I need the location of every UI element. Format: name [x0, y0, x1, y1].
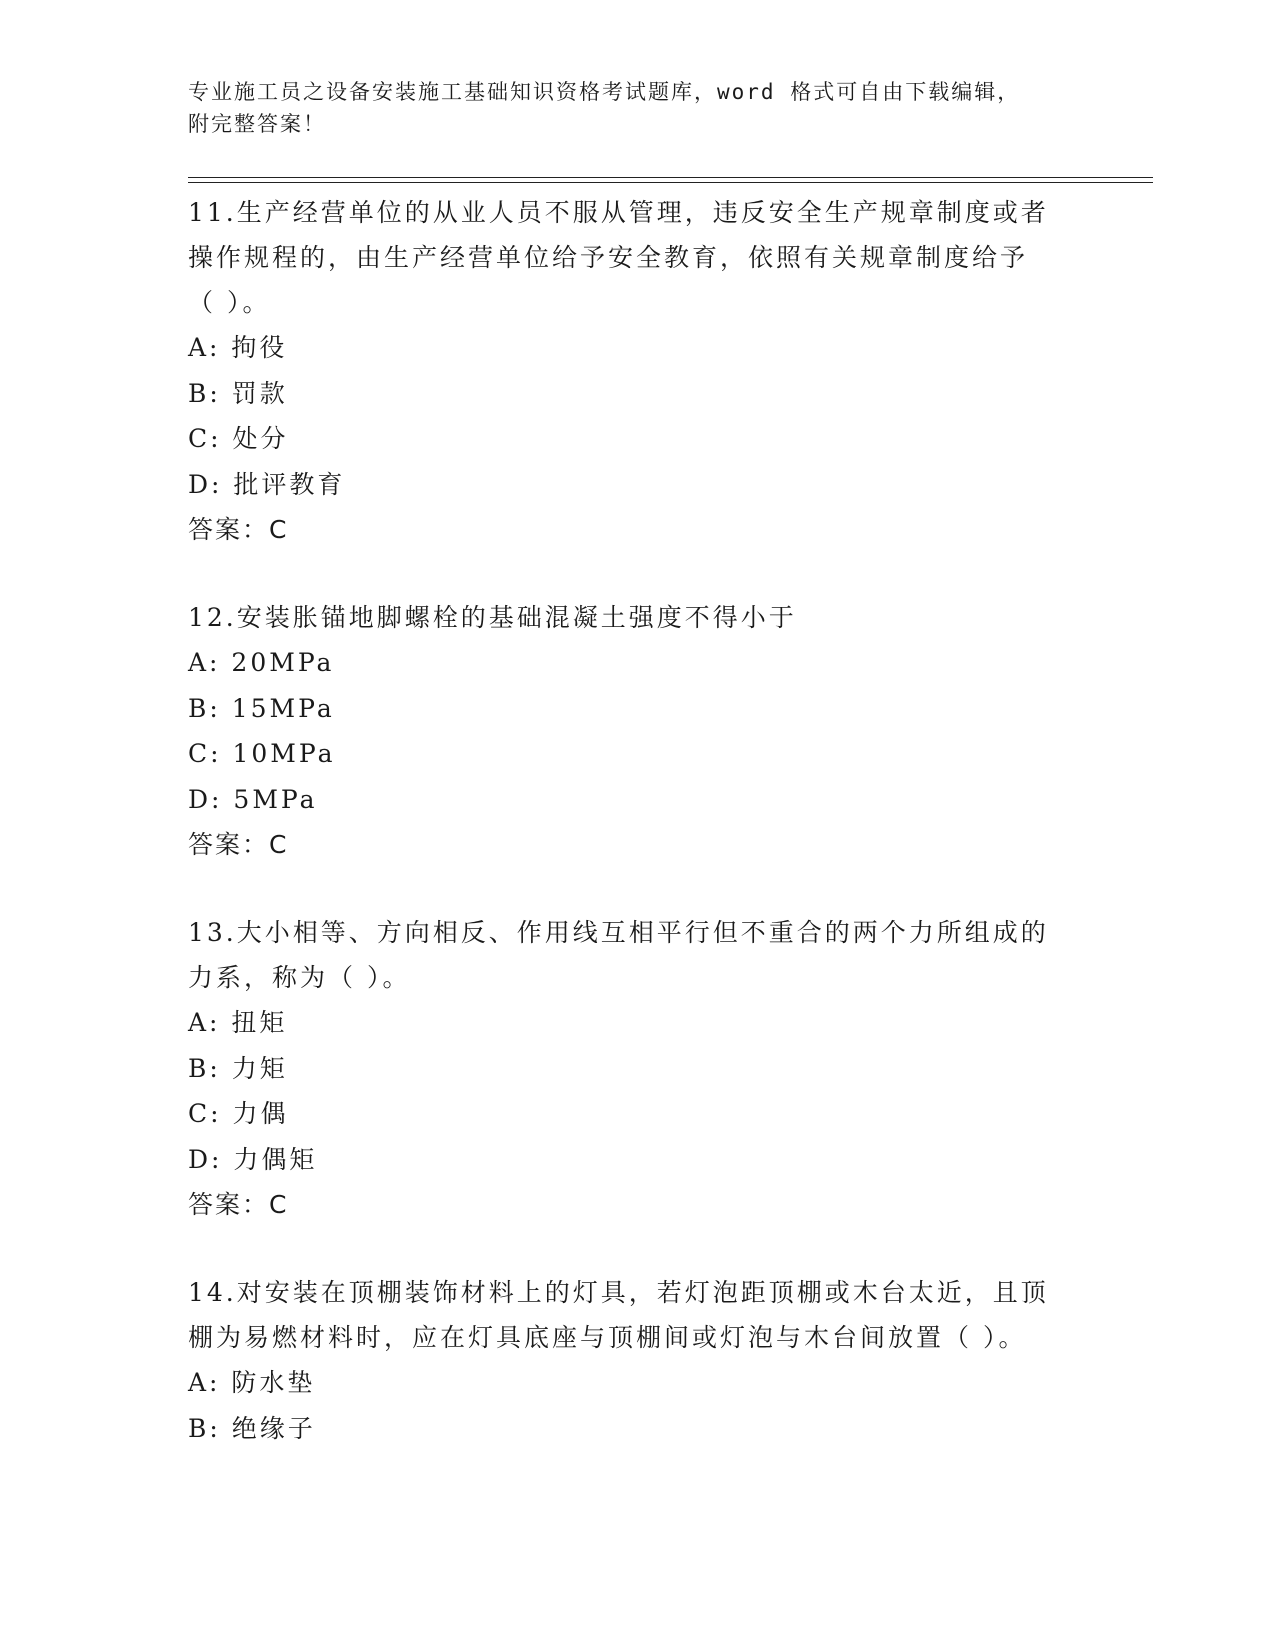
- question-text-line: 11.生产经营单位的从业人员不服从管理，违反安全生产规章制度或者: [188, 198, 1049, 227]
- question-text-line: 13.大小相等、方向相反、作用线互相平行但不重合的两个力所组成的: [188, 918, 1049, 947]
- question-text-line: 14.对安装在顶棚装饰材料上的灯具，若灯泡距顶棚或木台太近，且顶: [188, 1278, 1049, 1307]
- option-d: D: 5MPa: [188, 784, 318, 814]
- answer-line: 答案：C: [188, 1190, 289, 1219]
- option-a: A: 拘役: [188, 333, 288, 362]
- question-14: [188, 1270, 1088, 1451]
- header-line-1: 专业施工员之设备安装施工基础知识资格考试题库，word 格式可自由下载编辑，: [188, 80, 1021, 104]
- option-a: A: 扭矩: [188, 1008, 288, 1037]
- option-d: D: 力偶矩: [188, 1144, 318, 1174]
- option-b: B: 15MPa: [188, 693, 335, 723]
- question-text-line: （ ）。: [188, 288, 271, 317]
- option-d: D: 批评教育: [188, 469, 346, 499]
- question-13: [188, 910, 1088, 1228]
- header-divider-top: [188, 177, 1153, 178]
- question-text-line: 力系，称为（ ）。: [188, 963, 411, 992]
- document-header: [188, 76, 1088, 140]
- question-gap: [188, 1228, 1088, 1270]
- question-list: [188, 190, 1088, 1451]
- option-c: C: 处分: [188, 424, 289, 453]
- header-line-2: 附完整答案！: [188, 112, 326, 136]
- header-divider-bottom: [188, 182, 1153, 183]
- answer-line: 答案：C: [188, 515, 289, 544]
- option-b: B: 罚款: [188, 378, 288, 408]
- option-c: C: 力偶: [188, 1099, 289, 1128]
- question-11: [188, 190, 1088, 553]
- question-gap: [188, 868, 1088, 910]
- option-c: C: 10MPa: [188, 739, 336, 768]
- question-12: [188, 595, 1088, 868]
- answer-line: 答案：C: [188, 830, 289, 859]
- question-text-line: 棚为易燃材料时，应在灯具底座与顶棚间或灯泡与木台间放置（ ）。: [188, 1323, 1027, 1352]
- option-a: A: 20MPa: [188, 648, 335, 677]
- option-b: B: 绝缘子: [188, 1413, 316, 1443]
- option-a: A: 防水垫: [188, 1368, 316, 1397]
- question-text-line: 12.安装胀锚地脚螺栓的基础混凝土强度不得小于: [188, 603, 797, 632]
- option-b: B: 力矩: [188, 1053, 288, 1083]
- question-gap: [188, 553, 1088, 595]
- question-text-line: 操作规程的，由生产经营单位给予安全教育，依照有关规章制度给予: [188, 243, 1029, 272]
